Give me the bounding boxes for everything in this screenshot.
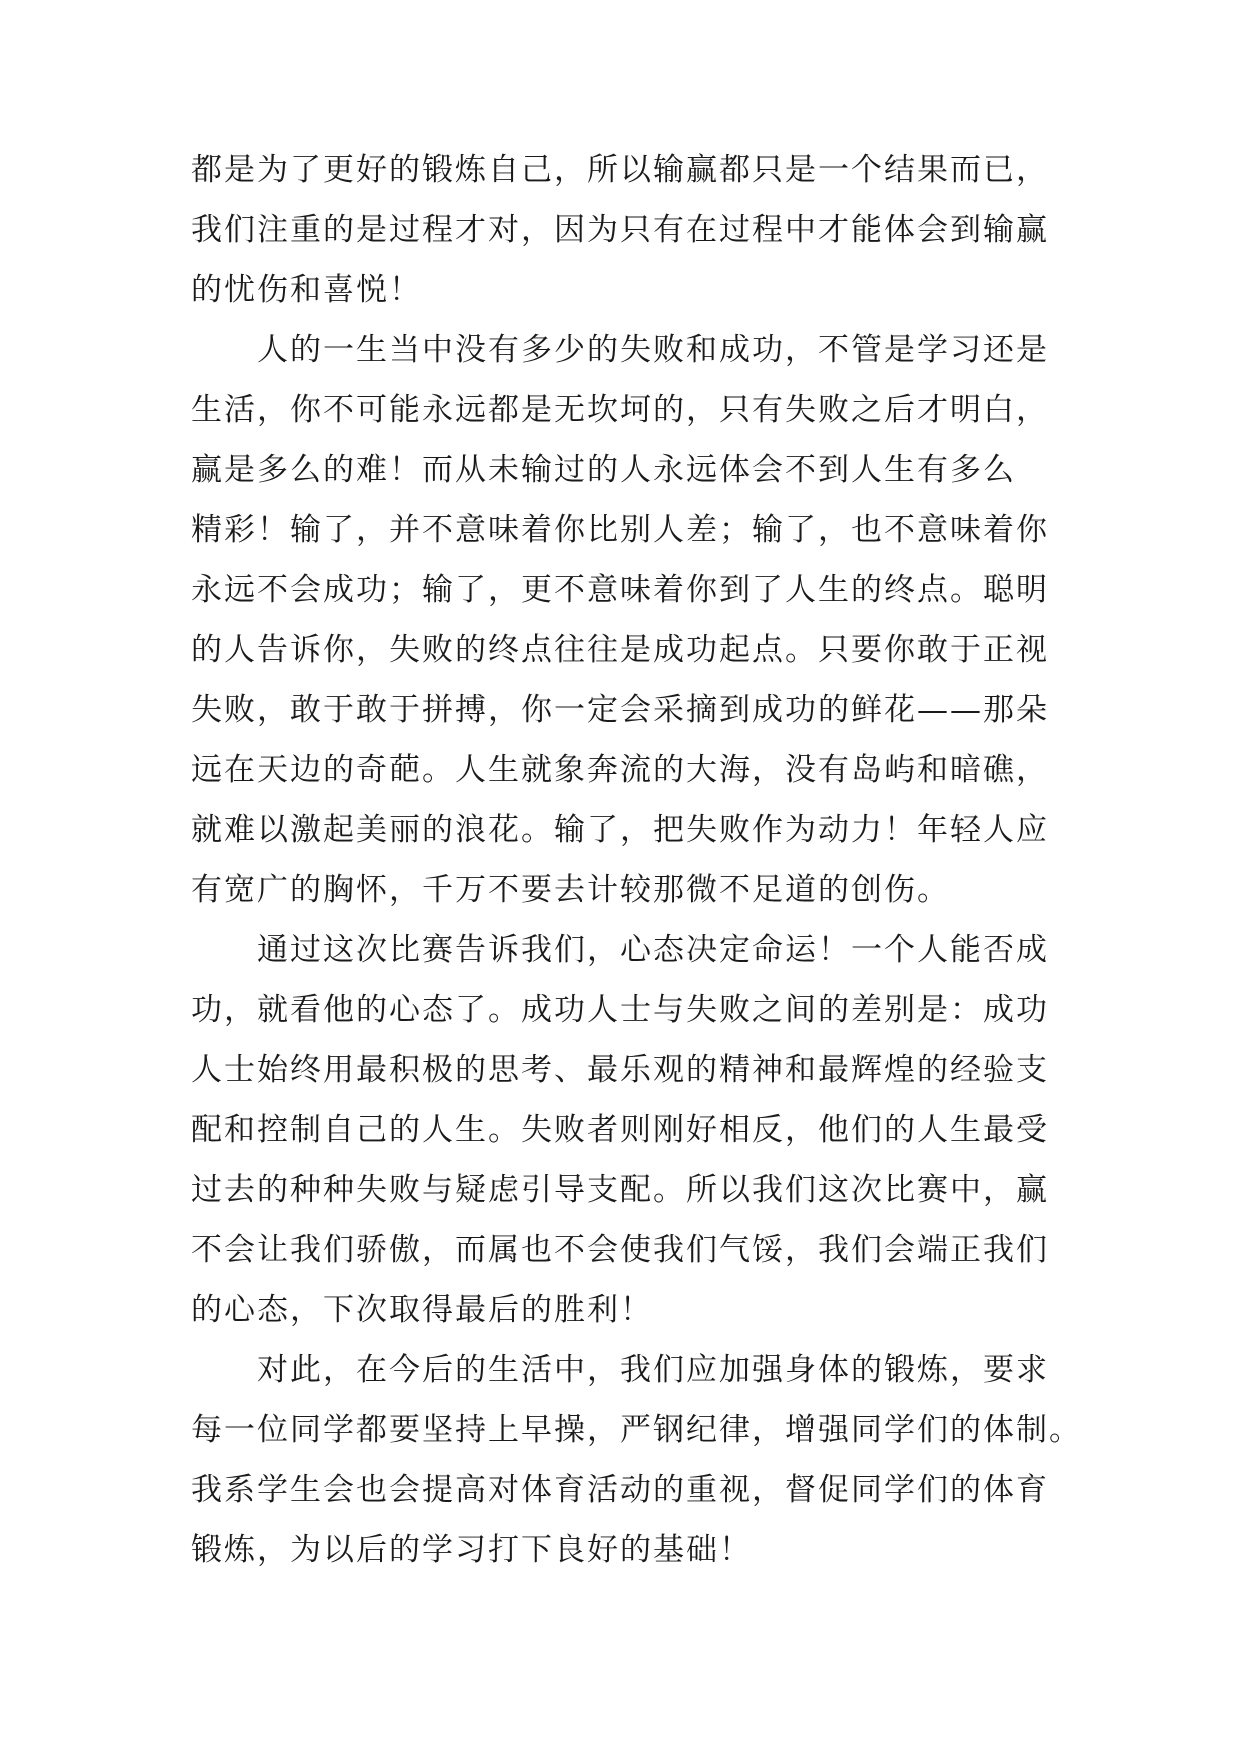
text-line: 永远不会成功；输了，更不意味着你到了人生的终点。聪明	[191, 572, 1049, 608]
text-line: 的忧伤和喜悦！	[191, 272, 422, 308]
text-line: 都是为了更好的锻炼自己，所以输赢都只是一个结果而已，	[191, 152, 1049, 188]
document-body	[191, 140, 1082, 1580]
text-line: 有宽广的胸怀，千万不要去计较那微不足道的创伤。	[191, 872, 950, 908]
text-line: 锻炼，为以后的学习打下良好的基础！	[191, 1532, 752, 1568]
text-line: 过去的种种失败与疑虑引导支配。所以我们这次比赛中，赢	[191, 1172, 1049, 1208]
text-line: 对此，在今后的生活中，我们应加强身体的锻炼，要求	[257, 1352, 1049, 1388]
text-line: 配和控制自己的人生。失败者则刚好相反，他们的人生最受	[191, 1112, 1049, 1148]
text-line: 远在天边的奇葩。人生就象奔流的大海，没有岛屿和暗礁，	[191, 752, 1049, 788]
text-line: 的心态，下次取得最后的胜利！	[191, 1292, 653, 1328]
text-line: 功，就看他的心态了。成功人士与失败之间的差别是：成功	[191, 992, 1049, 1028]
text-line: 生活，你不可能永远都是无坎坷的，只有失败之后才明白，	[191, 392, 1049, 428]
text-line: 通过这次比赛告诉我们，心态决定命运！一个人能否成	[257, 932, 1049, 968]
text-line: 人士始终用最积极的思考、最乐观的精神和最辉煌的经验支	[191, 1052, 1049, 1088]
text-line: 的人告诉你，失败的终点往往是成功起点。只要你敢于正视	[191, 632, 1049, 668]
text-line: 精彩！输了，并不意味着你比别人差；输了，也不意味着你	[191, 512, 1049, 548]
text-line: 人的一生当中没有多少的失败和成功，不管是学习还是	[257, 332, 1049, 368]
text-line: 失败，敢于敢于拼搏，你一定会采摘到成功的鲜花——那朵	[191, 692, 1049, 728]
text-line: 每一位同学都要坚持上早操，严钢纪律，增强同学们的体制。	[191, 1412, 1082, 1448]
text-line: 不会让我们骄傲，而属也不会使我们气馁，我们会端正我们	[191, 1232, 1049, 1268]
text-line: 赢是多么的难！而从未输过的人永远体会不到人生有多么	[191, 452, 1016, 488]
text-line: 就难以激起美丽的浪花。输了，把失败作为动力！年轻人应	[191, 812, 1049, 848]
text-line: 我系学生会也会提高对体育活动的重视，督促同学们的体育	[191, 1472, 1049, 1508]
text-line: 我们注重的是过程才对，因为只有在过程中才能体会到输赢	[191, 212, 1049, 248]
